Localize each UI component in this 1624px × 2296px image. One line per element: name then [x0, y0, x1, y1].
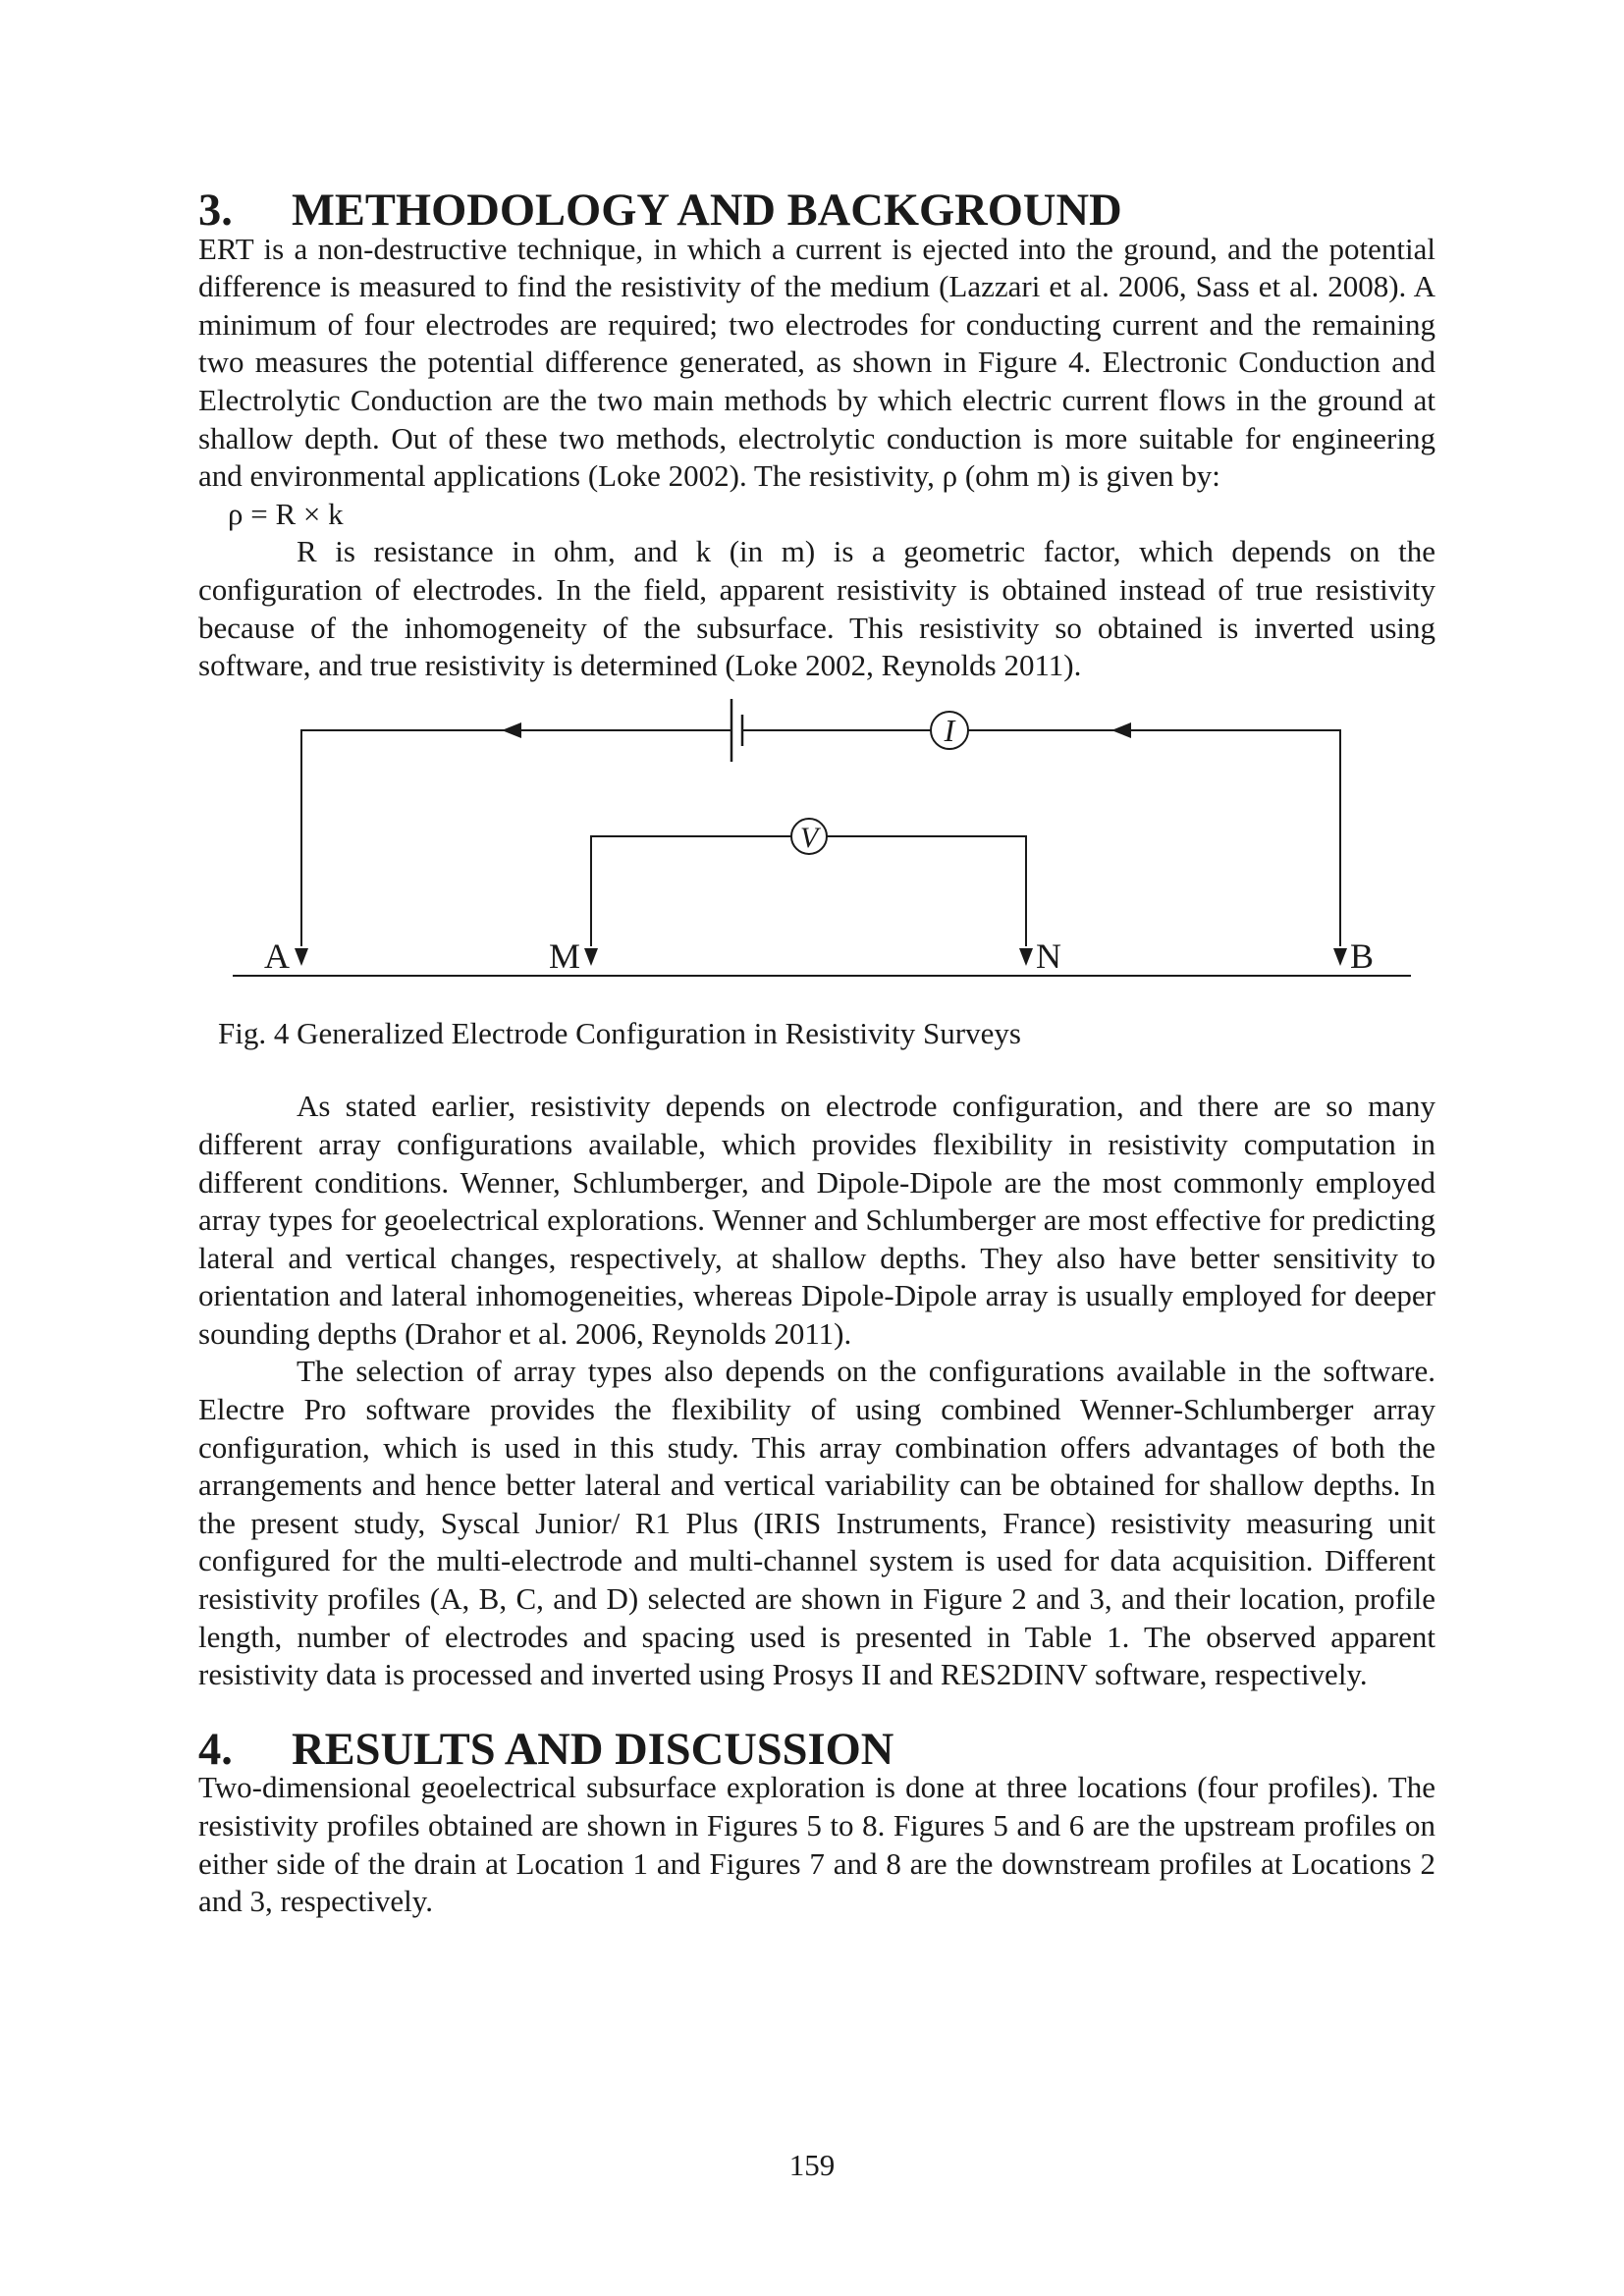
- electrode-configuration-figure: [198, 689, 1435, 1013]
- section-3-paragraph-1: ERT is a non-destructive technique, in which a current is ejected into the ground, and the potential difference is measured to find the resistivity of the medium (Lazzari et al. 2006, Sass et al. 2008). A minimum of four electrodes are required; two electrodes for conducting current and the remaining two measures the potential difference generated, as shown in Figure 4. Electronic Conduction and Electrolytic Conduction are the two main methods by which electric current flows in the ground at shallow depth. Out of these two methods, electrolytic conduction is more suitable for engineering and environmental applications (Loke 2002). The resistivity, ρ (ohm m) is given by:: [198, 231, 1435, 494]
- resistivity-equation: ρ = R × k: [228, 496, 344, 531]
- section-3-paragraph-3: As stated earlier, resistivity depends on electrode configuration, and there are so many different array configurations available, which provides flexibility in resistivity computation in different conditions. Wenner, Schlumberger, and Dipole-Dipole are the most commonly employed array types for geoelectrical explorations. Wenner and Schlumberger are most effective for predicting lateral and vertical changes, respectively, at shallow depths. They also have better sensitivity to orientation and lateral inhomogeneities, whereas Dipole-Dipole array is usually employed for deeper sounding depths (Drahor et al. 2006, Reynolds 2011).: [198, 1089, 1435, 1351]
- section-3-heading: [198, 186, 1435, 236]
- electrode-label-b: B: [1350, 935, 1375, 976]
- section-4-title: RESULTS AND DISCUSSION: [292, 1724, 894, 1775]
- section-3-paragraph-4: The selection of array types also depends on the configurations available in the software. Electre Pro software provides the flexibility of using combined Wenner-Schlumberger array configuration, which is used in this study. This array combination offers advantages of both the arrangements and hence better lateral and vertical variability can be obtained for shallow depths. In the present study, Syscal Junior/ R1 Plus (IRIS Instruments, France) resistivity measuring unit configured for the multi-electrode and multi-channel system is used for data acquisition. Different resistivity profiles (A, B, C, and D) selected are shown in Figure 2 and 3, and their location, profile length, number of electrodes and spacing used is presented in Table 1. The observed apparent resistivity data is processed and inverted using Prosys II and RES2DINV software, respectively.: [198, 1354, 1435, 1692]
- figure-4-caption: Fig. 4 Generalized Electrode Configuration in Resistivity Surveys: [218, 1015, 1021, 1050]
- section-4-number: 4.: [198, 1724, 233, 1775]
- page-number: 159: [788, 2148, 836, 2182]
- voltmeter-label: V: [799, 821, 819, 854]
- electrode-label-m: M: [548, 935, 580, 976]
- current-meter-label: I: [944, 712, 955, 748]
- section-4-paragraph-1: Two-dimensional geoelectrical subsurface exploration is done at three locations (four profiles). The resistivity profiles obtained are shown in Figures 5 to 8. Figures 5 and 6 are the upstream profiles on either side of the drain at Location 1 and Figures 7 and 8 are the downstream profiles at Locations 2 and 3, respectively.: [198, 1770, 1435, 1919]
- electrode-circuit-diagram: [193, 689, 1440, 1013]
- section-3-number: 3.: [198, 186, 233, 236]
- section-3-title: METHODOLOGY AND BACKGROUND: [292, 186, 1122, 236]
- section-3-paragraph-2: R is resistance in ohm, and k (in m) is a geometric factor, which depends on the configuration of electrodes. In the field, apparent resistivity is obtained instead of true resistivity because of the inhomogeneity of the subsurface. This resistivity so obtained is inverted using software, and true resistivity is determined (Loke 2002, Reynolds 2011).: [198, 534, 1435, 683]
- section-4-heading: [198, 1724, 1435, 1775]
- page-content: [198, 186, 1435, 1921]
- electrode-label-a: A: [264, 935, 290, 976]
- electrode-label-n: N: [1036, 935, 1061, 976]
